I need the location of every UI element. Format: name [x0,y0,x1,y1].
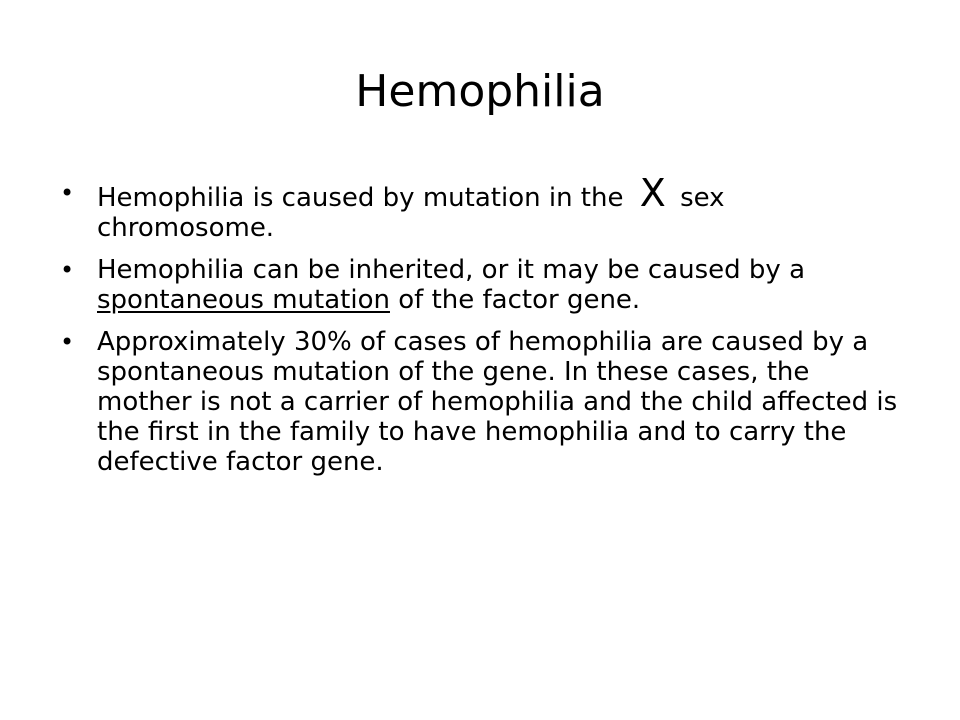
bullet-item [58,255,908,315]
bullet-text: Hemophilia can be inherited, or it may be caused by a [97,255,806,285]
bullet-item [58,327,908,477]
bullet-text: Hemophilia is caused by mutation in the [97,183,624,213]
x-chromosome-label: X [639,171,666,215]
bullet-dot-icon: • [60,256,75,284]
underlined-term: spontaneous mutation [97,285,390,315]
bullet-dot-icon: • [60,179,75,207]
slide-title: Hemophilia [355,66,605,117]
bullet-item [58,171,908,243]
bullet-list [58,171,908,489]
bullet-dot-icon: • [60,328,75,356]
bullet-text: Approximately 30% of cases of hemophilia are caused by a spontaneous mutation of the gene. In these cases, the mother is not a carrier of hemophilia and the child affected is the first in the family to have hemophilia and to carry the defective factor gene. [97,327,898,477]
bullet-text: of the factor gene. [398,285,641,315]
bullet-text: sex chromosome. [97,183,725,243]
